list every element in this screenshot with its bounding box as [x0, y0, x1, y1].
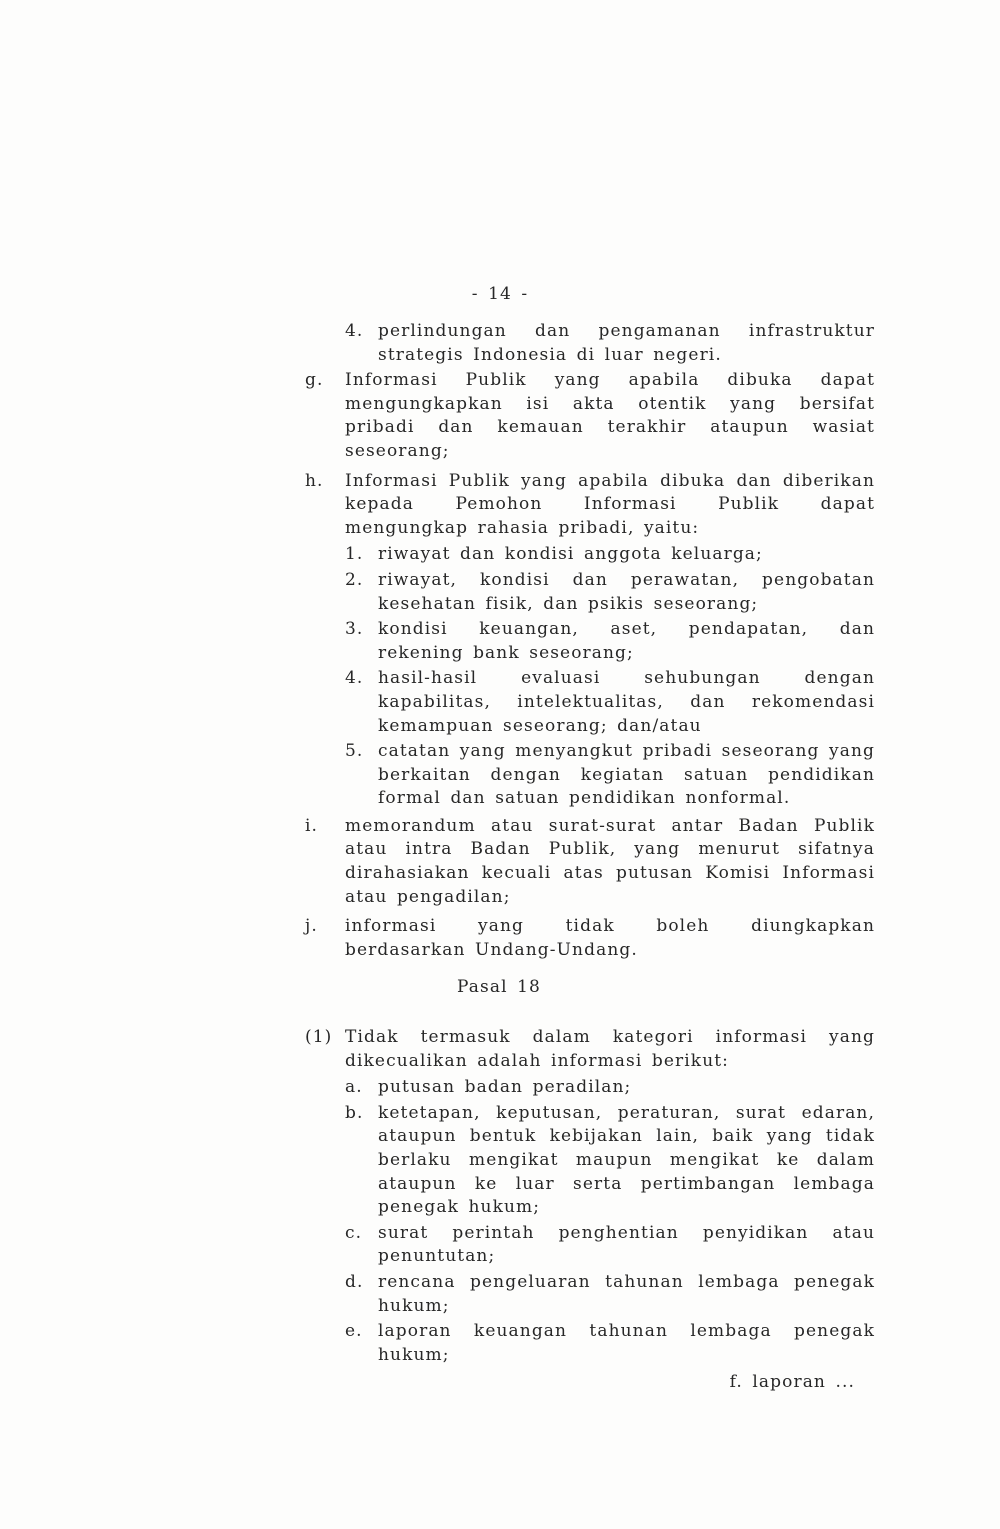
item-text: memorandum atau surat-surat antar Badan Publik atau intra Badan Publik, yang menurut sifatnya dirahasiakan kecuali atas putusan Komisi Informasi atau pengadilan;: [345, 815, 875, 907]
item-text: surat perintah penghentian penyidikan atau penuntutan;: [378, 1222, 875, 1267]
item-label: 4.: [345, 668, 364, 689]
item-label: c.: [345, 1222, 363, 1243]
list-item-a: [345, 1076, 875, 1100]
list-item-h-5: [345, 740, 875, 811]
item-label: d.: [345, 1271, 364, 1292]
item-label: a.: [345, 1077, 363, 1098]
page-number: - 14 -: [471, 284, 529, 304]
item-text: riwayat dan kondisi anggota keluarga;: [378, 544, 763, 565]
list-item-g: [305, 369, 875, 463]
item-text: riwayat, kondisi dan perawatan, pengobatan kesehatan fisik, dan psikis seseorang;: [378, 569, 875, 614]
ayat-1-sublist: [305, 1076, 875, 1367]
list-item-h-sublist: [305, 543, 875, 811]
list-item-j: [305, 915, 875, 962]
item-text: kondisi keuangan, aset, pendapatan, dan rekening bank seseorang;: [378, 619, 875, 663]
document-body: [305, 320, 875, 1371]
list-item-4-carryover: [345, 320, 875, 367]
pasal-18-heading: Pasal 18: [457, 977, 541, 998]
item-label: j.: [305, 916, 318, 937]
item-text: rencana pengeluaran tahunan lembaga penegak hukum;: [378, 1271, 875, 1316]
item-text: putusan badan peradilan;: [378, 1077, 632, 1098]
item-text: informasi yang tidak boleh diungkapkan berdasarkan Undang-Undang.: [345, 916, 875, 960]
item-text: Informasi Publik yang apabila dibuka dapat mengungkapkan isi akta otentik yang bersifat pribadi dan kemauan terakhir ataupun wasiat seseorang;: [345, 370, 875, 461]
list-item-i: [305, 815, 875, 909]
list-item-ayat-1: [305, 1026, 875, 1073]
item-label: e.: [345, 1321, 363, 1342]
item-label: 4.: [345, 321, 364, 341]
item-label: b.: [345, 1102, 364, 1123]
item-label: 2.: [345, 569, 364, 590]
list-item-h-3: [345, 618, 875, 665]
item-label: (1): [305, 1027, 333, 1048]
list-item-h-4: [345, 667, 875, 738]
item-text: Informasi Publik yang apabila dibuka dan diberikan kepada Pemohon Informasi Publik dapat mengungkap rahasia pribadi, yaitu:: [345, 470, 875, 538]
item-text: catatan yang menyangkut pribadi seseorang yang berkaitan dengan kegiatan satuan pendidikan formal dan satuan pendidikan nonformal.: [378, 741, 875, 809]
item-label: h.: [305, 470, 324, 491]
item-label: 5.: [345, 741, 364, 762]
item-label: i.: [305, 815, 319, 836]
list-item-h-2: [345, 569, 875, 616]
item-text: ketetapan, keputusan, peraturan, surat edaran, ataupun bentuk kebijakan lain, baik yang tidak berlaku mengikat maupun mengikat ke dalam ataupun ke luar serta pertimbangan lembaga penegak hukum;: [378, 1102, 875, 1218]
list-item-b: [345, 1102, 875, 1220]
list-item-h: [305, 470, 875, 541]
item-text: Tidak termasuk dalam kategori informasi yang dikecualikan adalah informasi berikut:: [345, 1027, 875, 1071]
list-item-d: [345, 1271, 875, 1318]
item-text: perlindungan dan pengamanan infrastruktur strategis Indonesia di luar negeri.: [378, 321, 875, 365]
catchword: f. laporan ...: [729, 1372, 855, 1392]
item-label: 3.: [345, 619, 364, 640]
item-label: g.: [305, 370, 324, 391]
list-item-c: [345, 1222, 875, 1269]
list-item-e: [345, 1320, 875, 1367]
list-item-h-1: [345, 543, 875, 567]
item-text: hasil-hasil evaluasi sehubungan dengan kapabilitas, intelektualitas, dan rekomendasi kemampuan seseorang; dan/atau: [378, 668, 875, 736]
item-text: laporan keuangan tahunan lembaga penegak hukum;: [378, 1321, 875, 1365]
item-label: 1.: [345, 544, 364, 565]
